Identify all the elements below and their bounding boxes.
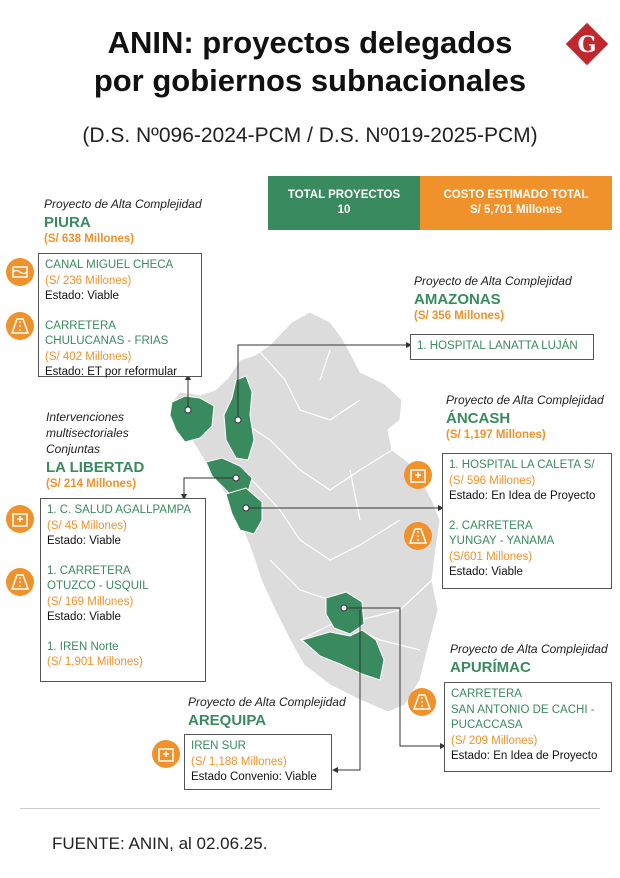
logo-icon: [563, 20, 611, 68]
project-name: CARRETERA: [451, 688, 522, 700]
project-cost: (S/ 169 Millones): [47, 595, 134, 608]
hospital-icon: [404, 461, 432, 489]
canal-icon: [6, 258, 34, 286]
project-name: 1. IREN Norte: [47, 640, 119, 653]
project-name: SAN ANTONIO DE CACHI -: [451, 703, 595, 716]
project-name: CARRETERA: [45, 319, 116, 332]
category-line: Conjuntas: [46, 442, 101, 456]
total-cost-box: [420, 176, 612, 230]
project-name: CHULUCANAS - FRIAS: [45, 335, 169, 347]
total-cost-value: S/ 5,701 Millones: [469, 204, 563, 216]
piura-region-name: PIURA: [44, 214, 91, 231]
ancash-projects-box: [442, 453, 612, 589]
amazonas-projects-box: [410, 334, 594, 360]
project-name: CANAL MIGUEL CHECA: [45, 259, 174, 271]
project-status: Estado: ET por reformular: [45, 366, 178, 378]
project-cost: (S/ 1,901 Millones): [47, 656, 143, 668]
project-name: 1. C. SALUD AGALLPAMPA: [47, 504, 192, 516]
la-libertad-projects-box: [40, 498, 206, 682]
project-cost: (S/ 236 Millones): [45, 274, 132, 287]
apurimac-category: Proyecto de Alta Complejidad: [450, 642, 608, 656]
project-name: 1. HOSPITAL LA CALETA S/: [449, 459, 595, 471]
project-status: Estado: Viable: [449, 566, 523, 578]
project-status: Estado Convenio: Viable: [191, 771, 317, 783]
arequipa-category: Proyecto de Alta Complejidad: [188, 695, 346, 709]
footer-divider: [20, 808, 600, 809]
project-cost: (S/ 596 Millones): [449, 474, 536, 487]
total-projects-box: [268, 176, 420, 230]
ancash-category: Proyecto de Alta Complejidad: [446, 393, 604, 407]
piura-region-cost: (S/ 638 Millones): [44, 233, 135, 245]
road-icon: [6, 568, 34, 596]
category-line: Intervenciones: [46, 410, 125, 424]
road-icon: [404, 522, 432, 550]
project-status: Estado: En Idea de Proyecto: [451, 750, 598, 762]
project-status: Estado: Viable: [45, 290, 119, 302]
amazonas-category: Proyecto de Alta Complejidad: [414, 274, 572, 288]
la-libertad-region-cost: (S/ 214 Millones): [46, 478, 137, 490]
project-cost: (S/ 209 Millones): [451, 734, 538, 747]
road-icon: [408, 688, 436, 716]
project-name: 1. CARRETERA: [47, 564, 131, 577]
arequipa-projects-box: [184, 734, 332, 790]
title-line-2: por gobiernos subnacionales: [93, 63, 527, 98]
page-title: [40, 24, 580, 100]
total-cost-label: COSTO ESTIMADO TOTAL: [443, 189, 589, 201]
project-cost: (S/601 Millones): [449, 550, 533, 563]
piura-projects-box: [38, 253, 202, 377]
project-cost: (S/ 402 Millones): [45, 350, 132, 363]
source-note: FUENTE: ANIN, al 02.06.25.: [52, 834, 268, 853]
project-status: Estado: Viable: [47, 535, 121, 547]
project-name: IREN SUR: [191, 740, 246, 752]
project-status: Estado: Viable: [47, 611, 121, 623]
hospital-icon: [152, 740, 180, 768]
la-libertad-category: [46, 409, 129, 457]
project-name: 1. HOSPITAL LANATTA LUJÁN: [417, 340, 578, 352]
project-cost: (S/ 45 Millones): [47, 519, 127, 532]
road-icon: [6, 312, 34, 340]
project-name: PUCACCASA: [451, 719, 523, 731]
total-projects-label: TOTAL PROYECTOS: [287, 189, 401, 201]
project-name: OTUZCO - USQUIL: [47, 580, 149, 592]
ancash-region-cost: (S/ 1,197 Millones): [446, 429, 546, 441]
page-subtitle: (D.S. Nº096-2024-PCM / D.S. Nº019-2025-PCM): [82, 124, 538, 147]
hospital-icon: [6, 505, 34, 533]
category-line: multisectoriales: [46, 426, 129, 440]
piura-category: Proyecto de Alta Complejidad: [44, 197, 202, 211]
la-libertad-region-name: LA LIBERTAD: [46, 459, 145, 476]
project-name: YUNGAY - YANAMA: [449, 535, 555, 547]
amazonas-region-name: AMAZONAS: [414, 291, 501, 308]
amazonas-region-cost: (S/ 356 Millones): [414, 310, 505, 322]
project-cost: (S/ 1,188 Millones): [191, 755, 287, 768]
project-name: 2. CARRETERA: [449, 519, 533, 532]
arequipa-region-name: AREQUIPA: [188, 712, 267, 729]
ancash-region-name: ÁNCASH: [446, 410, 511, 427]
total-projects-value: 10: [337, 204, 351, 216]
apurimac-region-name: APURÍMAC: [450, 659, 531, 676]
project-status: Estado: En Idea de Proyecto: [449, 490, 596, 502]
apurimac-projects-box: [444, 682, 612, 772]
logo-letter: G: [577, 32, 597, 58]
title-line-1: ANIN: proyectos delegados: [107, 25, 513, 60]
